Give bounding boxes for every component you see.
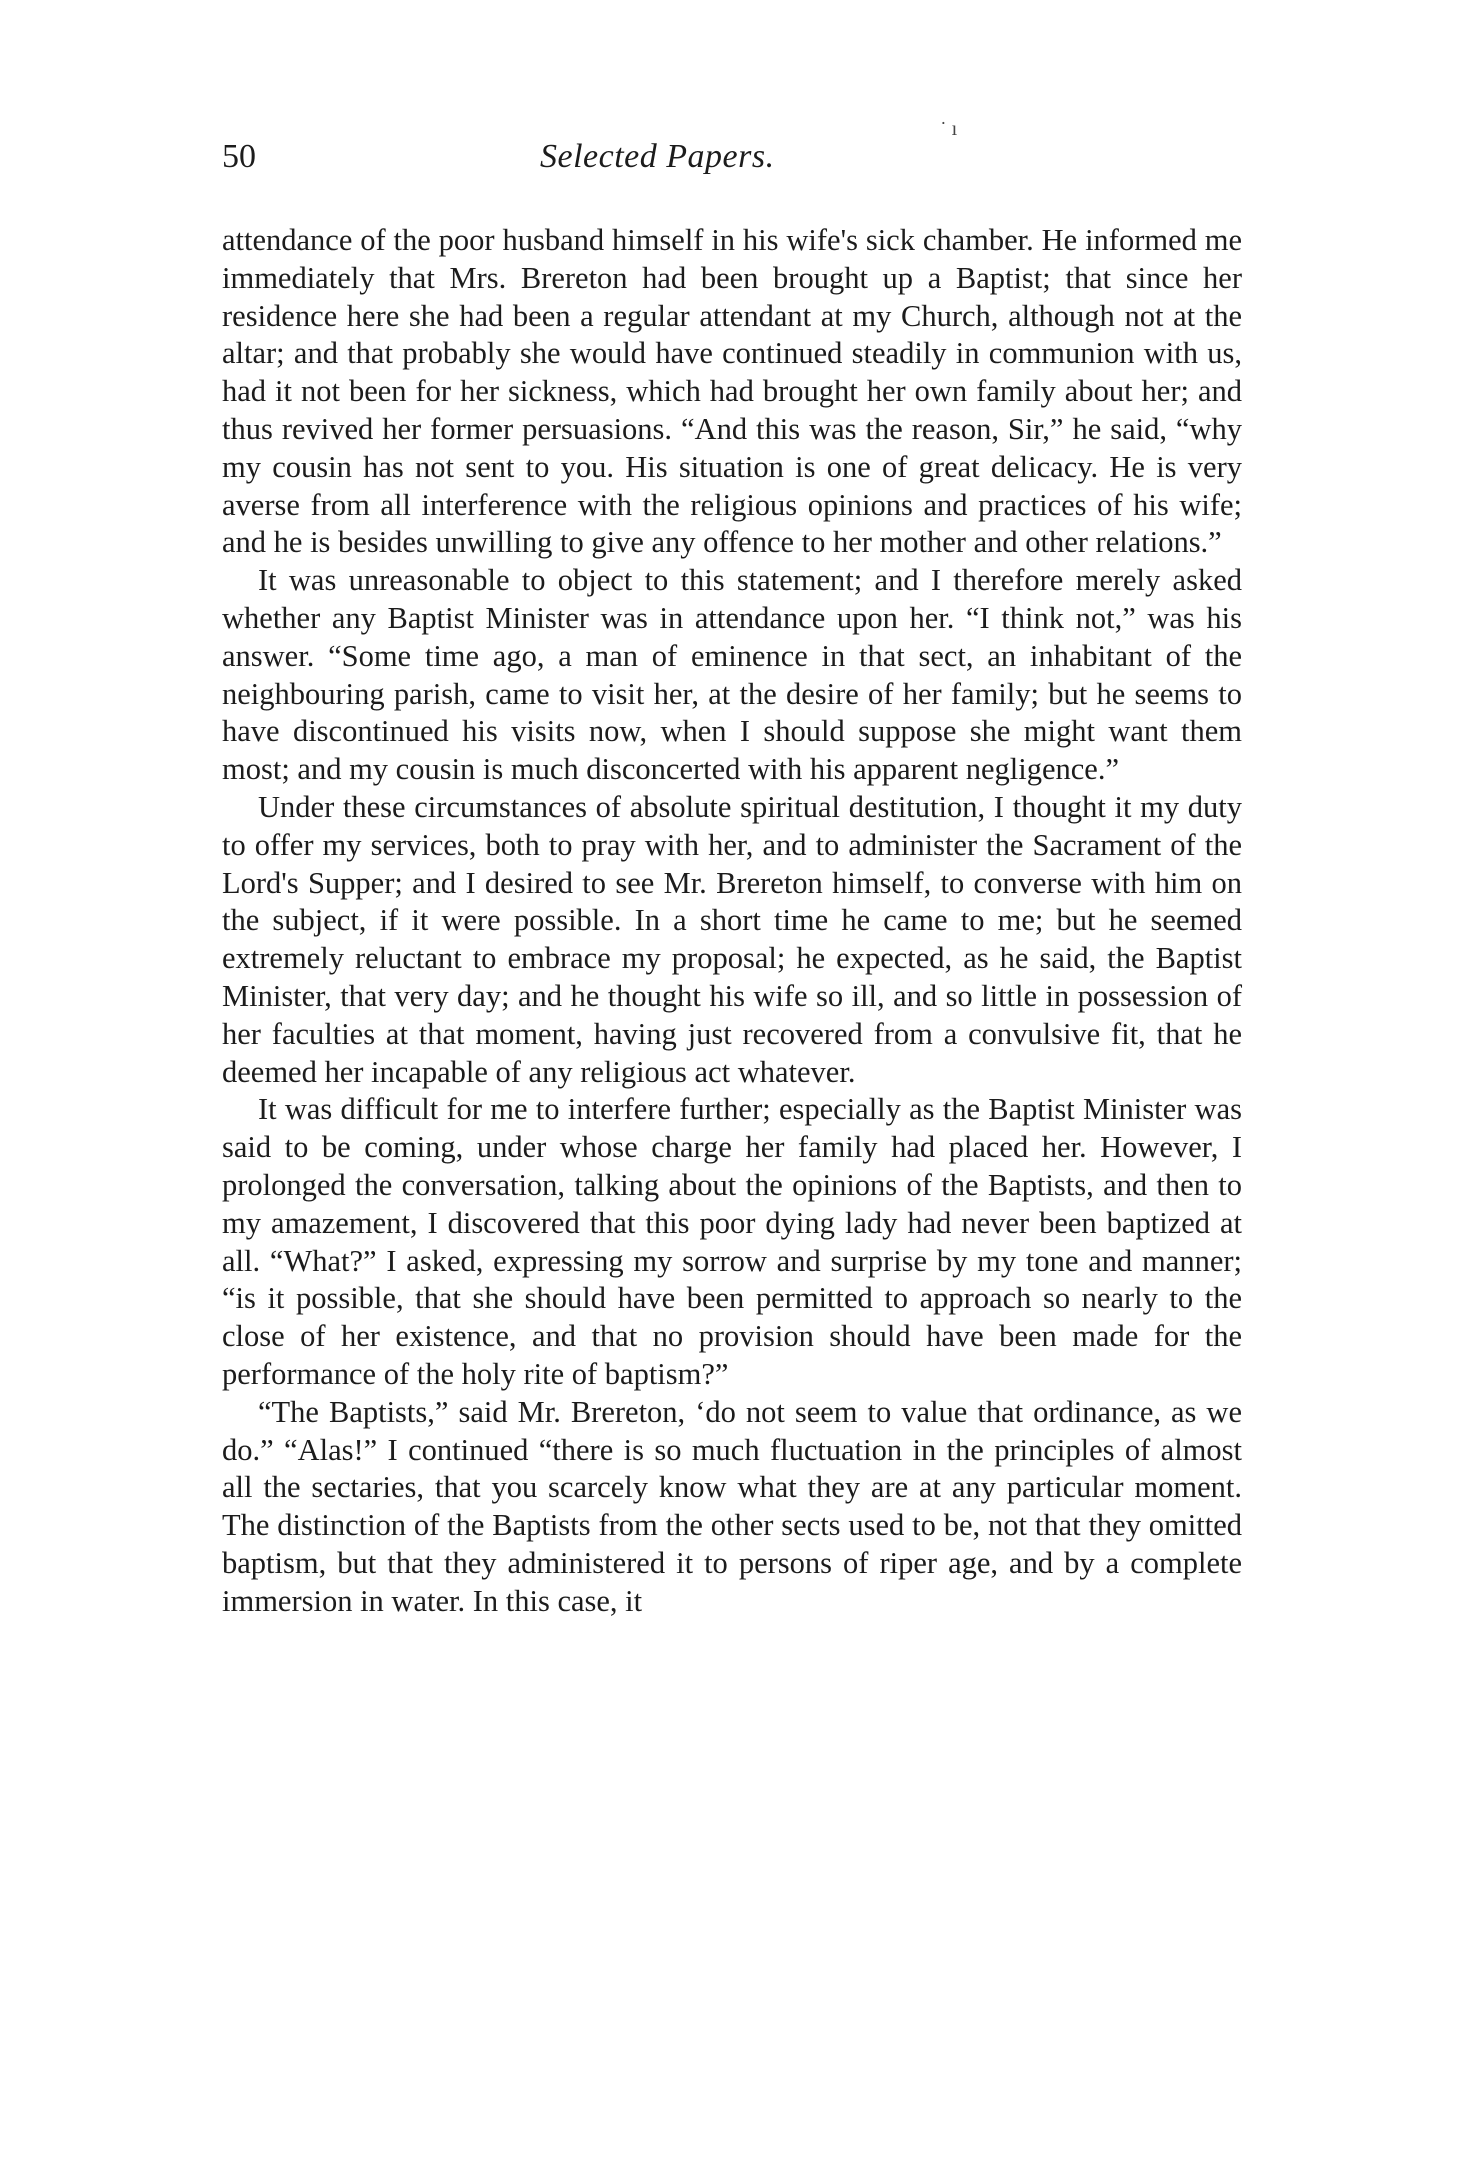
paragraph-continuation: attendance of the poor husband himself in his wife's sick chamber. He informed me immediately that Mrs. Brereton had been brought up a Baptist; that since her residence here she had been a regular attendant at my Church, although not at the altar; and that probably she would have continued steadily in communion with us, had it not been for her sickness, which had brought her own family about her; and thus revived her former persuasions. “And this was the reason, Sir,” he said, “why my cousin has not sent to you. His situation is one of great delicacy. He is very averse from all interference with the religious opinions and practices of his wife; and he is besides unwilling to give any offence to her mother and other relations.”	[222, 223, 1242, 560]
running-head: Selected Papers.	[540, 138, 775, 175]
page-number: 50	[222, 138, 256, 175]
paragraph: It was unreasonable to object to this statement; and I therefore merely asked whether any Baptist Minister was in attendance upon her. “I think not,” was his answer. “Some time ago, a man of eminence in that sect, an inhabitant of the neighbouring parish, came to visit her, at the desire of her family; but he seems to have discontinued his visits now, when I should suppose she might want them most; and my cousin is much disconcerted with his apparent negligence.”	[222, 563, 1242, 787]
ink-specks: ˙ ı	[940, 118, 958, 140]
body-text	[222, 222, 1242, 1620]
paragraph: Under these circumstances of absolute spiritual destitution, I thought it my duty to offer my services, both to pray with her, and to administer the Sacrament of the Lord's Supper; and I desired to see Mr. Brereton himself, to converse with him on the subject, if it were possible. In a short time he came to me; but he seemed extremely reluctant to embrace my proposal; he expected, as he said, the Baptist Minister, that very day; and he thought his wife so ill, and so little in possession of her faculties at that moment, having just recovered from a convulsive fit, that he deemed her incapable of any religious act whatever.	[222, 789, 1242, 1089]
page-header	[222, 138, 1242, 198]
paragraph: “The Baptists,” said Mr. Brereton, ‘do not seem to value that ordinance, as we do.” “Alas!” I continued “there is so much fluctuation in the principles of almost all the sectaries, that you scarcely know what they are at any particular moment. The distinction of the Baptists from the other sects used to be, not that they omitted baptism, but that they administered it to persons of riper age, and by a complete immersion in water. In this case, it	[222, 1394, 1242, 1618]
paragraph: It was difficult for me to interfere further; especially as the Baptist Minister was said to be coming, under whose charge her family had placed her. However, I prolonged the conversation, talking about the opinions of the Baptists, and then to my amazement, I discovered that this poor dying lady had never been baptized at all. “What?” I asked, expressing my sorrow and surprise by my tone and manner; “is it possible, that she should have been permitted to approach so nearly to the close of her existence, and that no provision should have been made for the performance of the holy rite of baptism?”	[222, 1092, 1242, 1391]
